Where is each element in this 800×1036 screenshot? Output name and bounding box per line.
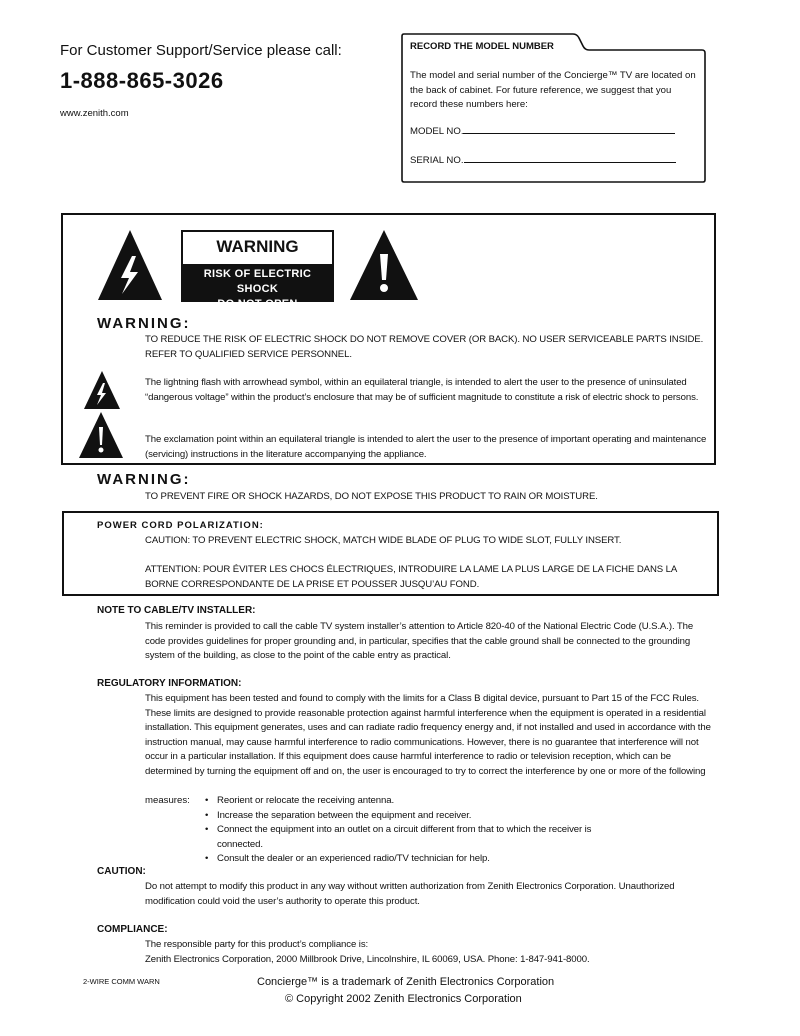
power-cord-caution: CAUTION: TO PREVENT ELECTRIC SHOCK, MATCH WIDE BLADE OF PLUG TO WIDE SLOT, FULLY INSERT. [145,535,622,546]
warning-label-title: WARNING [216,237,299,256]
record-box-title: RECORD THE MODEL NUMBER [410,41,554,52]
model-number-blank [463,133,675,134]
warning-label-caption [183,264,332,310]
regulatory-text: This equipment has been tested and found to comply with the limits for a Class B digital device, pursuant to Part 15 of the FCC Rules. These limits are designed to provide reasonable protection against harmful interference when the equipment is operated in a residential installation. This equipment generates, uses and can radiate radio frequency energy and, if not installed and used in accordance with the instruction manual, may cause harmful interference to radio communications. However, there is no guarantee that interference will not occur in a particular installation. If this equipment does cause harmful interference to radio or television reception, which can be determined by turning the equipment off and on, the user is encouraged to try to correct the interference by one or more of the following [145,693,711,777]
model-number-label: MODEL NO. [410,126,464,137]
model-number-field [410,126,675,137]
compliance-line-2: Zenith Electronics Corporation, 2000 Millbrook Drive, Lincolnshire, IL 60069, USA. Phone: 1-847-941-8000. [145,953,590,965]
warning-heading-moisture: WARNING: [97,471,191,488]
support-phone-number: 1-888-865-3026 [60,68,224,93]
copyright-notice: © Copyright 2002 Zenith Electronics Corporation [285,993,522,1005]
list-item: • Connect the equipment into an outlet on a circuit different from that to which the receiver is connected. [205,824,592,850]
warning-heading: WARNING: [97,315,191,332]
trademark-notice: Concierge™ is a trademark of Zenith Electronics Corporation [257,976,555,988]
exclamation-triangle-icon [78,411,124,459]
warning-label-line1: RISK OF ELECTRIC SHOCK [203,268,312,295]
measures-label: measures: [145,795,190,806]
measures-list [205,794,625,867]
warning-cover-text: TO REDUCE THE RISK OF ELECTRIC SHOCK DO NOT REMOVE COVER (OR BACK). NO USER SERVICEABLE PARTS INSIDE. REFER TO QUALIFIED SERVICE PERSONNEL. [145,334,704,360]
exclamation-symbol-text: The exclamation point within an equilateral triangle is intended to alert the user to the presence of important operating and maintenance (servicing) instructions in the literature accompanying the appliance. [145,434,707,460]
lightning-triangle-icon [83,370,121,410]
regulatory-heading: REGULATORY INFORMATION: [97,678,242,689]
document-code: 2-WIRE COMM WARN [83,977,160,986]
power-cord-title: POWER CORD POLARIZATION: [97,520,264,531]
serial-number-blank [464,162,676,163]
warning-moisture-text: TO PREVENT FIRE OR SHOCK HAZARDS, DO NOT EXPOSE THIS PRODUCT TO RAIN OR MOISTURE. [145,491,598,502]
support-text: For Customer Support/Service please call: [60,42,342,59]
warning-label-line2: DO NOT OPEN [217,298,298,310]
compliance-line-1: The responsible party for this product’s compliance is: [145,939,369,950]
caution-heading: CAUTION: [97,866,146,877]
record-box-instructions: The model and serial number of the Concierge™ TV are located on the back of cabinet. For future reference, we suggest that you record these numbers here: [410,70,696,110]
compliance-text [145,938,705,967]
cable-installer-heading: NOTE TO CABLE/TV INSTALLER: [97,605,256,616]
serial-number-field [410,155,676,166]
serial-number-label: SERIAL NO. [410,155,464,166]
list-item: • Increase the separation between the equipment and receiver. [205,809,472,821]
electric-shock-warning-icon [96,228,164,302]
list-item: • Consult the dealer or an experienced radio/TV technician for help. [205,853,490,864]
caution-text: Do not attempt to modify this product in any way without written authorization from Zenith Electronics Corporation. Unauthorized modification could void the user’s authority to operate this product. [145,881,675,907]
lightning-symbol-text: The lightning flash with arrowhead symbol, within an equilateral triangle, is intended to alert the user to the presence of uninsulated “dangerous voltage” within the product’s enclosure that may be of sufficient magnitude to constitute a risk of electric shock to persons. [145,377,699,403]
exclamation-warning-icon [348,228,420,302]
website-url: www.zenith.com [60,108,129,119]
cable-installer-text: This reminder is provided to call the cable TV system installer’s attention to Article 820-40 of the National Electric Code (U.S.A.). The code provides guidelines for proper grounding and, in particular, specifies that the cable ground shall be connected to the grounding system of the building, as close to the point of the cable entry as practical. [145,621,694,661]
list-item: • Reorient or relocate the receiving antenna. [205,795,395,806]
power-cord-attention: ATTENTION: POUR ÉVITER LES CHOCS ÉLECTRIQUES, INTRODUIRE LA LAME LA PLUS LARGE DE LA FICHE DANS LA BORNE CORRESPONDANTE DE LA PRISE ET POUSSER JUSQU’AU FOND. [145,564,677,590]
compliance-heading: COMPLIANCE: [97,924,168,935]
